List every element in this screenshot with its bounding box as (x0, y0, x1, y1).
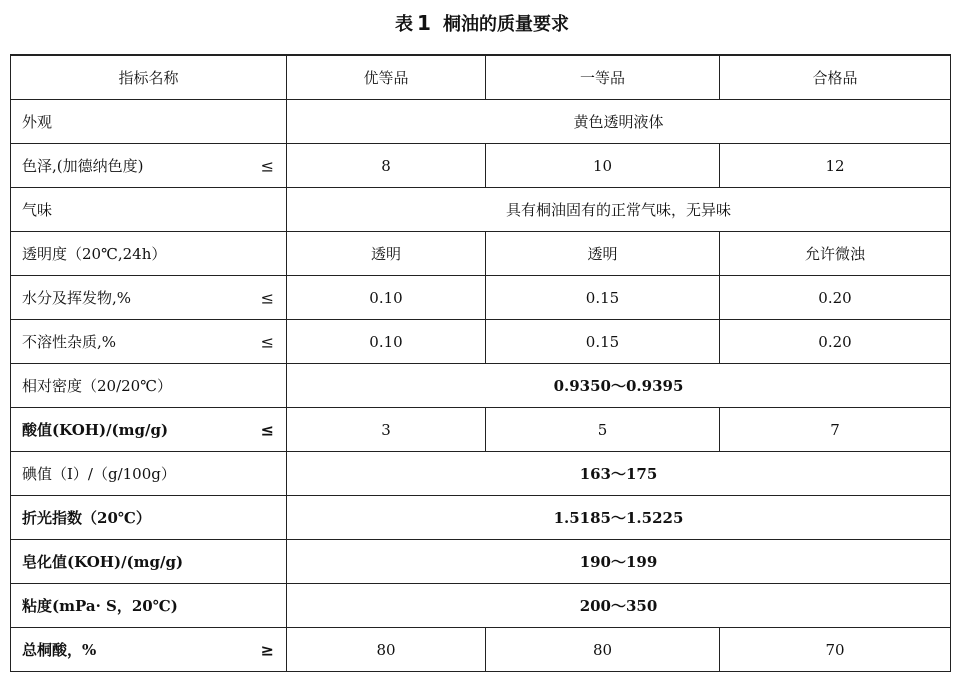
indicator-name-cell (11, 188, 287, 232)
indicator-name: 透明度（20℃,24h） (22, 245, 167, 263)
indicator-name-cell (11, 232, 287, 276)
indicator-name: 总桐酸，% (22, 641, 97, 659)
premium-value: 0.10 (287, 320, 486, 364)
first-grade-value: 80 (486, 628, 720, 672)
indicator-name-cell (11, 496, 287, 540)
indicator-name: 碘值（I）/（g/100g） (22, 465, 176, 483)
table-row (11, 276, 951, 320)
table-row (11, 496, 951, 540)
table-row (11, 100, 951, 144)
indicator-name: 外观 (22, 113, 53, 131)
premium-value: 0.10 (287, 276, 486, 320)
merged-value-cell: 具有桐油固有的正常气味，无异味 (287, 188, 951, 232)
limit-symbol: ≤ (260, 156, 274, 175)
table-body (11, 100, 951, 672)
qualified-value: 0.20 (720, 276, 951, 320)
table-row (11, 628, 951, 672)
first-grade-value: 10 (486, 144, 720, 188)
header-qualified: 合格品 (720, 55, 951, 100)
merged-value-cell: 黄色透明液体 (287, 100, 951, 144)
indicator-name: 折光指数（20℃） (22, 509, 151, 527)
header-premium: 优等品 (287, 55, 486, 100)
header-row (11, 55, 951, 100)
indicator-name: 粘度(mPa· S，20℃) (22, 597, 178, 615)
premium-value: 3 (287, 408, 486, 452)
indicator-name-cell (11, 584, 287, 628)
table-title (0, 10, 964, 36)
table-row (11, 188, 951, 232)
merged-value-cell: 190～199 (287, 540, 951, 584)
premium-value: 8 (287, 144, 486, 188)
premium-value: 80 (287, 628, 486, 672)
qualified-value: 12 (720, 144, 951, 188)
title-number: 1 (417, 11, 431, 35)
indicator-name: 水分及挥发物,% (22, 289, 132, 307)
merged-value-cell: 163～175 (287, 452, 951, 496)
indicator-name: 相对密度（20/20℃） (22, 377, 173, 395)
merged-value-cell: 0.9350～0.9395 (287, 364, 951, 408)
header-first-grade: 一等品 (486, 55, 720, 100)
merged-value-cell: 200～350 (287, 584, 951, 628)
table-row (11, 364, 951, 408)
indicator-name-cell (11, 540, 287, 584)
indicator-name-cell (11, 144, 287, 188)
table-row (11, 540, 951, 584)
first-grade-value: 0.15 (486, 276, 720, 320)
qualified-value: 70 (720, 628, 951, 672)
table-row (11, 408, 951, 452)
qualified-value: 7 (720, 408, 951, 452)
premium-value: 透明 (287, 232, 486, 276)
first-grade-value: 0.15 (486, 320, 720, 364)
indicator-name: 不溶性杂质,% (22, 333, 117, 351)
merged-value-cell: 1.5185～1.5225 (287, 496, 951, 540)
first-grade-value: 5 (486, 408, 720, 452)
indicator-name-cell (11, 452, 287, 496)
indicator-name-cell (11, 320, 287, 364)
indicator-name: 酸值(KOH)/(mg/g) (22, 421, 169, 439)
indicator-name-cell (11, 100, 287, 144)
first-grade-value: 透明 (486, 232, 720, 276)
indicator-name: 色泽,(加德纳色度) (22, 157, 144, 175)
limit-symbol: ≤ (260, 288, 274, 307)
table-row (11, 144, 951, 188)
header-indicator: 指标名称 (11, 55, 287, 100)
table-row (11, 232, 951, 276)
indicator-name-cell (11, 408, 287, 452)
limit-symbol: ≥ (260, 640, 274, 659)
quality-table (10, 54, 951, 672)
indicator-name-cell (11, 364, 287, 408)
title-text: 桐油的质量要求 (442, 14, 569, 35)
table-row (11, 452, 951, 496)
table-row (11, 584, 951, 628)
indicator-name-cell (11, 276, 287, 320)
qualified-value: 0.20 (720, 320, 951, 364)
indicator-name-cell (11, 628, 287, 672)
table-row (11, 320, 951, 364)
limit-symbol: ≤ (260, 332, 274, 351)
qualified-value: 允许微浊 (720, 232, 951, 276)
limit-symbol: ≤ (260, 420, 274, 439)
indicator-name: 皂化值(KOH)/(mg/g) (22, 553, 184, 571)
indicator-name: 气味 (22, 201, 53, 219)
title-prefix: 表 (395, 14, 414, 35)
